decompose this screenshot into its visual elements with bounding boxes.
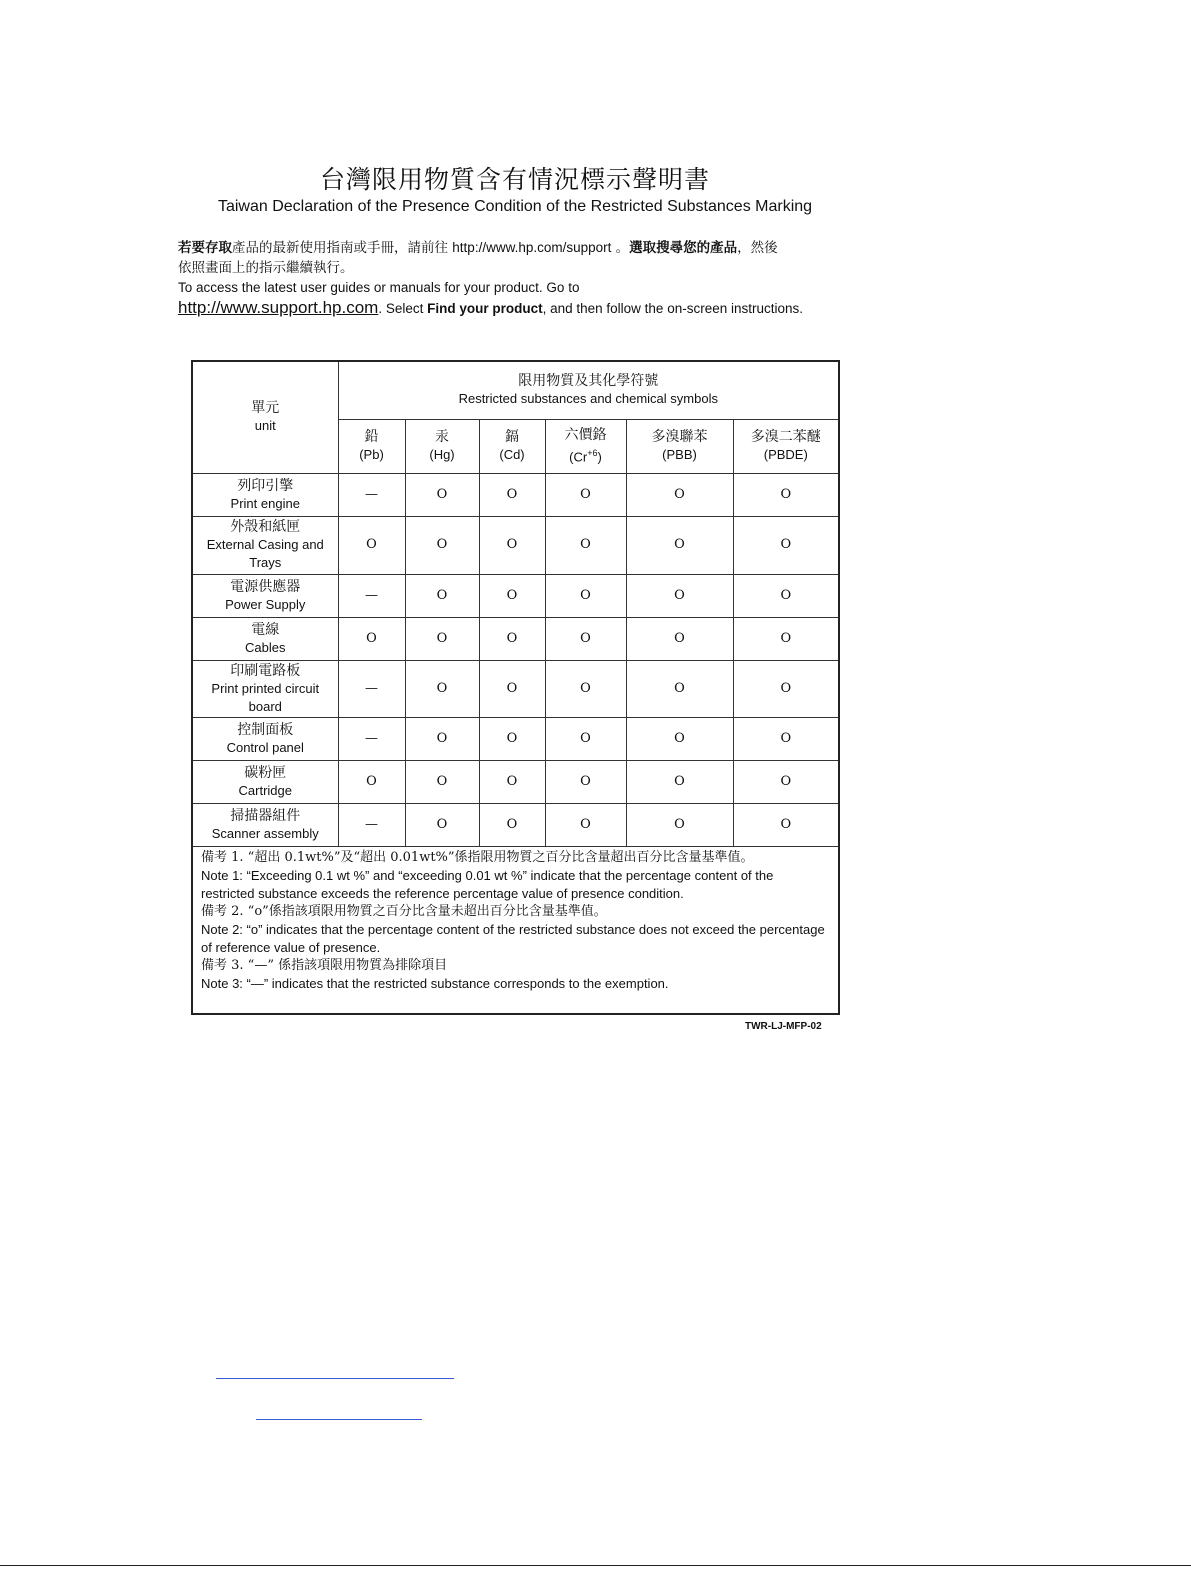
unit-cell (192, 803, 338, 846)
mark-cell: — (338, 574, 405, 617)
substance-name: 汞 (435, 429, 449, 445)
unit-header-cell (192, 361, 338, 473)
unit-cell (192, 660, 338, 717)
mark-cell: — (338, 803, 405, 846)
table-row (192, 660, 839, 717)
mark-cell: O (733, 473, 839, 516)
mark-cell: O (626, 760, 733, 803)
mark-cell: O (479, 803, 545, 846)
mark-cell: O (479, 760, 545, 803)
unit-cell (192, 617, 338, 660)
substance-header (733, 419, 839, 473)
mark-cell: O (479, 617, 545, 660)
intro-en-bold: Find your product (427, 301, 543, 316)
substance-name: 鎘 (505, 429, 519, 445)
mark-cell: O (545, 574, 626, 617)
mark-cell: O (405, 660, 479, 717)
substance-header (545, 419, 626, 473)
mark-cell: O (626, 617, 733, 660)
mark-cell: O (733, 516, 839, 574)
substances-header-en: Restricted substances and chemical symbols (458, 391, 718, 407)
unit-name-en: Scanner assembly (211, 825, 319, 841)
mark-cell: O (626, 473, 733, 516)
table-row (192, 574, 839, 617)
table-row (192, 717, 839, 760)
mark-cell: O (545, 516, 626, 574)
mark-cell: O (479, 660, 545, 717)
mark-cell: O (733, 617, 839, 660)
unit-name-zh: 列印引擎 (237, 477, 294, 494)
mark-cell: O (626, 574, 733, 617)
mark-cell: — (338, 717, 405, 760)
mark-cell: O (626, 803, 733, 846)
unit-cell (192, 760, 338, 803)
mark-cell: O (405, 760, 479, 803)
document-title-chinese: 台灣限用物質含有情況標示聲明書 (319, 165, 710, 194)
note-1-zh: 備考 1. “超出 0.1wt%”及“超出 0.01wt%”係指限用物質之百分比含量超出百分比含量基準值。 (201, 849, 754, 865)
substance-symbol: (PBDE) (763, 447, 808, 462)
mark-cell: — (338, 473, 405, 516)
mark-cell: O (733, 803, 839, 846)
substance-name: 六價鉻 (564, 426, 607, 443)
intro-en-text-3: , and then follow the on-screen instructions. (542, 301, 804, 316)
unit-name-en: Print printed circuit board (211, 680, 320, 714)
mark-cell: O (545, 803, 626, 846)
unit-name-en: Control panel (226, 739, 304, 755)
table-row (192, 760, 839, 803)
hyperlink-underline[interactable] (256, 1419, 422, 1420)
document-code: TWR-LJ-MFP-02 (745, 1021, 822, 1032)
substance-symbol: (PBB) (662, 447, 697, 462)
table-row (192, 803, 839, 846)
intro-zh-bold-2: 選取搜尋您的產品 (629, 240, 738, 256)
substance-symbol: (Cd) (499, 447, 525, 462)
unit-name-en: Print engine (230, 495, 300, 511)
mark-cell: O (545, 473, 626, 516)
intro-zh-text-3: ，然後 (737, 240, 778, 256)
substance-symbol: (Pb) (359, 447, 384, 462)
intro-zh-text-1: 產品的最新使用指南或手冊，請前往 (232, 240, 453, 256)
hyperlink-underline[interactable] (216, 1378, 454, 1379)
unit-name-zh: 碳粉匣 (244, 764, 287, 781)
mark-cell: O (545, 760, 626, 803)
table-row (192, 473, 839, 516)
restricted-substances-table (191, 360, 840, 1015)
mark-cell: O (626, 516, 733, 574)
footer-divider (0, 1565, 1191, 1566)
unit-name-en: Cables (245, 639, 286, 655)
mark-cell: O (405, 617, 479, 660)
document-title-english: Taiwan Declaration of the Presence Condition of the Restricted Substances Marking (217, 198, 813, 215)
mark-cell: O (545, 717, 626, 760)
substance-symbol: (Hg) (429, 447, 455, 462)
substance-header (626, 419, 733, 473)
mark-cell: O (405, 717, 479, 760)
note-3-en: Note 3: “—” indicates that the restricted substance corresponds to the exemption. (201, 975, 669, 991)
superscript-charge: +6 (587, 447, 598, 458)
mark-cell: O (405, 516, 479, 574)
mark-cell: O (733, 574, 839, 617)
substances-header-zh: 限用物質及其化學符號 (518, 373, 659, 390)
unit-header-zh: 單元 (251, 400, 280, 417)
substance-header (405, 419, 479, 473)
substance-name: 鉛 (364, 429, 379, 445)
unit-cell (192, 473, 338, 516)
mark-cell: O (405, 473, 479, 516)
mark-cell: O (338, 516, 405, 574)
intro-zh-text-2: 。 (611, 240, 630, 256)
note-2-zh: 備考 2. “o”係指該項限用物質之百分比含量未超出百分比含量基準值。 (201, 903, 607, 919)
mark-cell: O (626, 660, 733, 717)
substance-name: 多溴聯苯 (651, 429, 708, 445)
mark-cell: O (545, 660, 626, 717)
mark-cell: O (405, 803, 479, 846)
unit-name-zh: 外殼和紙匣 (230, 519, 301, 535)
mark-cell: O (545, 617, 626, 660)
support-link-zh[interactable]: http://www.hp.com/support (452, 240, 612, 255)
unit-name-zh: 印刷電路板 (230, 662, 301, 679)
substance-name: 多溴二苯醚 (750, 429, 821, 445)
intro-zh-line-2: 依照畫面上的指示繼續執行。 (178, 260, 354, 276)
unit-name-en: External Casing and Trays (206, 537, 324, 570)
unit-cell (192, 574, 338, 617)
mark-cell: O (338, 760, 405, 803)
substance-header (338, 419, 405, 473)
mark-cell: O (479, 473, 545, 516)
substances-header-cell (338, 361, 839, 419)
notes-row (192, 846, 839, 1014)
table-row (192, 516, 839, 574)
mark-cell: O (479, 574, 545, 617)
unit-name-zh: 電源供應器 (230, 578, 301, 595)
unit-header-en: unit (254, 418, 276, 434)
mark-cell: O (733, 660, 839, 717)
intro-zh-bold-1: 若要存取 (178, 240, 232, 256)
notes-cell (192, 846, 839, 1014)
substance-symbol: $(Cr^{+6})$ (569, 447, 602, 465)
table-row (192, 617, 839, 660)
unit-name-en: Power Supply (225, 596, 306, 612)
mark-cell: O (338, 617, 405, 660)
note-3-zh: 備考 3. “—” 係指該項限用物質為排除項目 (201, 957, 448, 973)
mark-cell: O (733, 760, 839, 803)
unit-cell (192, 516, 338, 574)
mark-cell: O (405, 574, 479, 617)
substance-header (479, 419, 545, 473)
note-2-en: Note 2: “o” indicates that the percentage content of the restricted substance does not exceed the percentage of reference value of presence. (201, 921, 825, 955)
intro-en-line-1: To access the latest user guides or manuals for your product. Go to (178, 280, 580, 295)
intro-paragraph (178, 238, 858, 319)
mark-cell: — (338, 660, 405, 717)
mark-cell: O (626, 717, 733, 760)
note-1-en: Note 1: “Exceeding 0.1 wt %” and “exceeding 0.01 wt %” indicate that the percentage content of the restricted substance exceeds the reference percentage value of presence condition. (201, 867, 774, 901)
mark-cell: O (479, 516, 545, 574)
unit-name-zh: 控制面板 (237, 721, 294, 738)
unit-name-en: Cartridge (238, 782, 292, 798)
mark-cell: O (479, 717, 545, 760)
unit-name-zh: 掃描器組件 (230, 807, 301, 824)
unit-cell (192, 717, 338, 760)
mark-cell: O (733, 717, 839, 760)
support-link-en[interactable]: http://www.support.hp.com (178, 298, 379, 317)
unit-name-zh: 電線 (251, 621, 280, 638)
intro-en-text-2: . Select (378, 301, 428, 316)
